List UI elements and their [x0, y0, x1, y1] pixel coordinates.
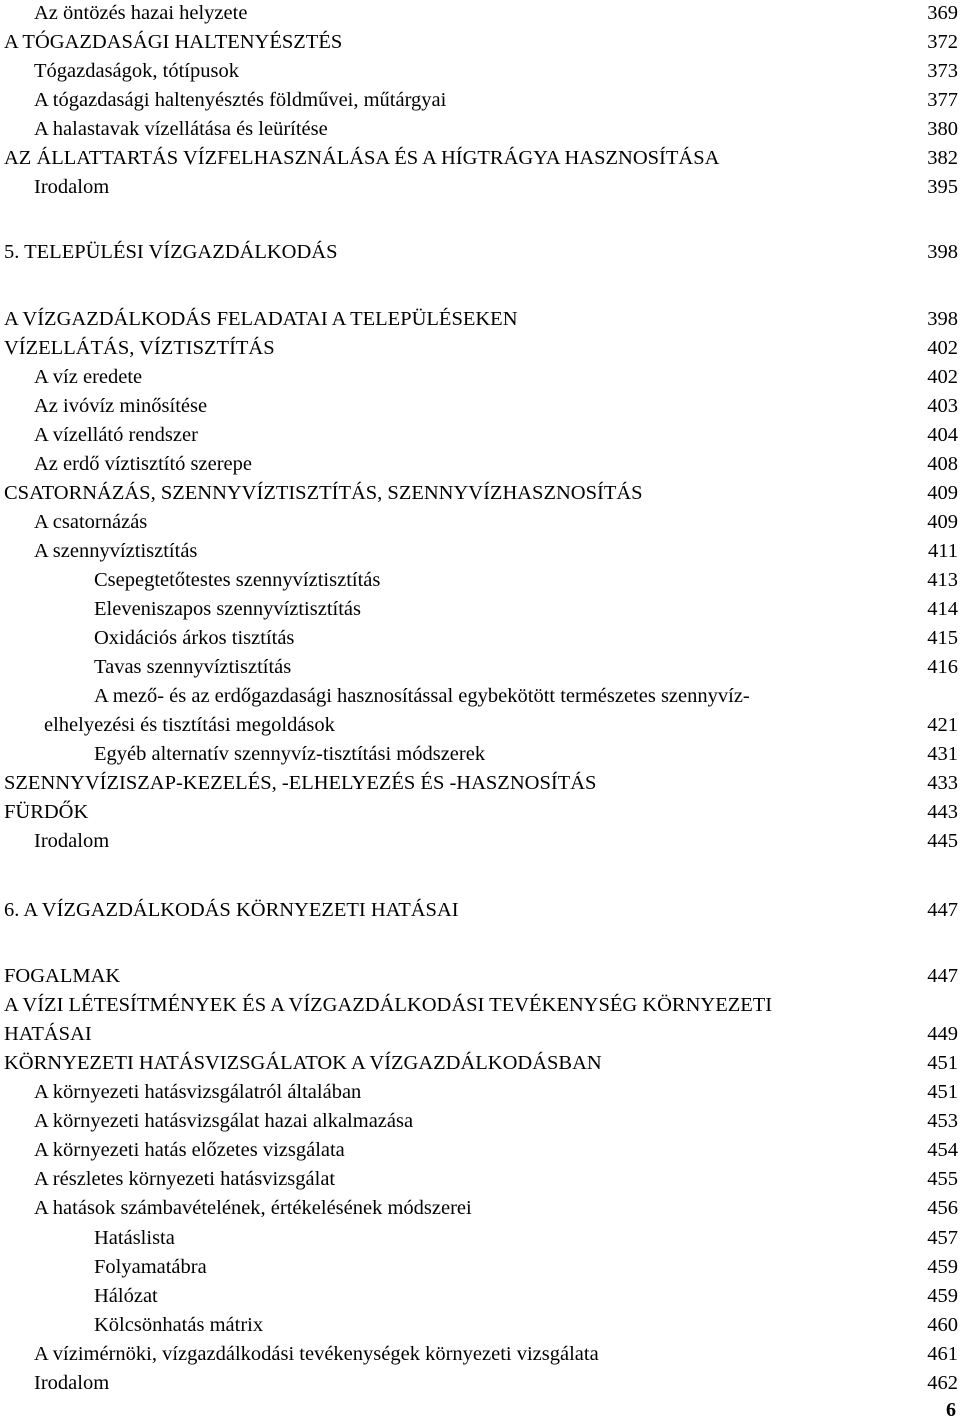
toc-entry-page: 457 — [927, 1227, 958, 1249]
toc-entry — [0, 0, 960, 29]
toc-entry-page: 453 — [927, 1110, 958, 1132]
toc-entry — [0, 596, 960, 625]
toc-entry-page: 369 — [927, 2, 958, 24]
toc-entry-page: 373 — [927, 60, 958, 82]
toc-entry-page: 451 — [927, 1052, 958, 1074]
toc-entry-title: Az erdő víztisztító szerepe — [34, 453, 253, 475]
toc-entry-page: 431 — [927, 743, 958, 765]
toc-entry — [0, 1312, 960, 1341]
toc-entry-page: 377 — [927, 89, 958, 111]
toc-entry-title: A környezeti hatásvizsgálatról általában — [34, 1081, 362, 1103]
toc-entry-title: A vízellátó rendszer — [34, 424, 198, 446]
toc-entry-page: 409 — [927, 511, 958, 533]
toc-entry-page: 445 — [927, 830, 958, 852]
toc-entry — [0, 770, 960, 799]
toc-entry-page: 395 — [927, 176, 958, 198]
toc-entry — [0, 335, 960, 364]
toc-entry-title: A tógazdasági haltenyésztés földművei, műtárgyai — [34, 89, 447, 111]
toc-entry — [0, 1166, 960, 1195]
toc-entry-page: 411 — [928, 540, 958, 562]
toc-entry — [0, 1079, 960, 1108]
toc-entry-title: Hatáslista — [94, 1227, 175, 1249]
toc-entry — [0, 1370, 960, 1399]
toc-entry-page: 382 — [927, 147, 958, 169]
toc-entry-title: Hálózat — [94, 1285, 158, 1307]
toc-entry-title: Eleveniszapos szennyvíztisztítás — [94, 598, 361, 620]
toc-entry-title: Csepegtetőtestes szennyvíztisztítás — [94, 569, 381, 591]
toc-entry-title: Egyéb alternatív szennyvíz-tisztítási módszerek — [94, 743, 486, 765]
toc-entry-title: FÜRDŐK — [4, 801, 89, 823]
toc-entry-page: 456 — [927, 1197, 958, 1219]
toc-entry — [0, 509, 960, 538]
toc-entry — [0, 306, 960, 335]
toc-entry — [0, 422, 960, 451]
toc-entry-page: 454 — [927, 1139, 958, 1161]
toc-entry-title: Irodalom — [34, 176, 110, 198]
toc-entry — [0, 1341, 960, 1370]
toc-entry — [0, 1108, 960, 1137]
chapter-heading — [0, 897, 960, 926]
toc-entry-title: Tavas szennyvíztisztítás — [94, 656, 292, 678]
toc-entry-page: 404 — [927, 424, 958, 446]
toc-entry — [0, 741, 960, 770]
toc-entry-page: 459 — [927, 1256, 958, 1278]
toc-entry-title: A szennyvíztisztítás — [34, 540, 198, 562]
toc-entry-page: 398 — [927, 308, 958, 330]
toc-entry-page: 462 — [927, 1372, 958, 1394]
toc-entry-page: 413 — [927, 569, 958, 591]
toc-entry-page: 402 — [927, 337, 958, 359]
toc-entry — [0, 29, 960, 58]
toc-entry-page: 402 — [927, 366, 958, 388]
toc-entry-page: 447 — [927, 899, 958, 921]
toc-entry-title: A hatások számbavételének, értékelésének módszerei — [34, 1197, 472, 1219]
toc-entry-page: 414 — [927, 598, 958, 620]
toc-entry-page: 455 — [927, 1168, 958, 1190]
toc-entry — [0, 451, 960, 480]
toc-entry-title: HATÁSAI — [4, 1023, 92, 1045]
toc-entry — [0, 480, 960, 509]
toc-entry-title: Tógazdaságok, tótípusok — [34, 60, 239, 82]
toc-entry-page: 449 — [927, 1023, 958, 1045]
toc-entry-title: KÖRNYEZETI HATÁSVIZSGÁLATOK A VÍZGAZDÁLKODÁSBAN — [4, 1052, 602, 1074]
toc-entry-page: 433 — [927, 772, 958, 794]
toc-entry — [0, 87, 960, 116]
toc-entry-title: A VÍZI LÉTESÍTMÉNYEK ÉS A VÍZGAZDÁLKODÁSI TEVÉKENYSÉG KÖRNYEZETI — [4, 994, 773, 1016]
toc-entry-title: A környezeti hatásvizsgálat hazai alkalmazása — [34, 1110, 414, 1132]
toc-entry-page: 461 — [927, 1343, 958, 1365]
toc-entry — [0, 116, 960, 145]
toc-entry-title: FOGALMAK — [4, 965, 121, 987]
toc-entry-title: A TÓGAZDASÁGI HALTENYÉSZTÉS — [4, 31, 343, 53]
toc-entry-title: Irodalom — [34, 1372, 110, 1394]
toc-entry — [0, 58, 960, 87]
toc-entry-page: 443 — [927, 801, 958, 823]
toc-entry-page: 403 — [927, 395, 958, 417]
toc-entry — [0, 1050, 960, 1079]
toc-entry-page: 421 — [927, 714, 958, 736]
toc-entry — [0, 963, 960, 992]
toc-entry — [0, 393, 960, 422]
toc-entry-title: CSATORNÁZÁS, SZENNYVÍZTISZTÍTÁS, SZENNYVÍZHASZNOSÍTÁS — [4, 482, 643, 504]
toc-entry-title: elhelyezési és tisztítási megoldások — [44, 714, 335, 736]
toc-entry-title: 5. TELEPÜLÉSI VÍZGAZDÁLKODÁS — [4, 241, 338, 263]
toc-entry-page: 409 — [927, 482, 958, 504]
toc-entry-title: A VÍZGAZDÁLKODÁS FELADATAI A TELEPÜLÉSEKEN — [4, 308, 518, 330]
toc-entry-page: 416 — [927, 656, 958, 678]
toc-entry — [0, 654, 960, 683]
toc-entry — [0, 364, 960, 393]
toc-entry-title: A halastavak vízellátása és leürítése — [34, 118, 328, 140]
toc-entry-page: 380 — [927, 118, 958, 140]
toc-entry — [0, 1225, 960, 1254]
toc-entry-title: A víz eredete — [34, 366, 143, 388]
toc-entry — [0, 538, 960, 567]
toc-entry-page: 398 — [927, 241, 958, 263]
toc-entry — [0, 992, 960, 1021]
toc-entry-title: Irodalom — [34, 830, 110, 852]
toc-entry — [0, 1254, 960, 1283]
toc-entry-title: AZ ÁLLATTARTÁS VÍZFELHASZNÁLÁSA ÉS A HÍGTRÁGYA HASZNOSÍTÁSA — [4, 147, 720, 169]
toc-entry-continuation — [0, 1021, 960, 1050]
toc-entry-page: 447 — [927, 965, 958, 987]
toc-entry-title: 6. A VÍZGAZDÁLKODÁS KÖRNYEZETI HATÁSAI — [4, 899, 459, 921]
toc-entry-title: A környezeti hatás előzetes vizsgálata — [34, 1139, 345, 1161]
toc-entry-title: Az ivóvíz minősítése — [34, 395, 208, 417]
toc-entry-title: Folyamatábra — [94, 1256, 207, 1278]
toc-entry-page: 408 — [927, 453, 958, 475]
toc-entry-page: 415 — [927, 627, 958, 649]
toc-entry-title: Az öntözés hazai helyzete — [34, 2, 248, 24]
toc-entry-title: A részletes környezeti hatásvizsgálat — [34, 1168, 336, 1190]
toc-entry — [0, 683, 960, 712]
toc-entry-title: SZENNYVÍZISZAP-KEZELÉS, -ELHELYEZÉS ÉS -HASZNOSÍTÁS — [4, 772, 597, 794]
toc-entry — [0, 625, 960, 654]
toc-entry — [0, 1283, 960, 1312]
toc-entry — [0, 1195, 960, 1224]
toc-entry-title: A mező- és az erdőgazdasági hasznosítással egybekötött természetes szennyvíz- — [94, 685, 750, 707]
toc-entry — [0, 145, 960, 174]
toc-entry — [0, 799, 960, 828]
toc-entry-title: Kölcsönhatás mátrix — [94, 1314, 264, 1336]
toc-entry — [0, 567, 960, 596]
toc-entry-page: 459 — [927, 1285, 958, 1307]
toc-entry-page: 460 — [927, 1314, 958, 1336]
chapter-heading — [0, 239, 960, 268]
toc-entry-page: 372 — [927, 31, 958, 53]
toc-entry-page: 451 — [927, 1081, 958, 1103]
page-number: 6 — [946, 1399, 956, 1421]
toc-entry-continuation — [0, 712, 960, 741]
toc-entry-title: VÍZELLÁTÁS, VÍZTISZTÍTÁS — [4, 337, 275, 359]
toc-entry-title: A vízimérnöki, vízgazdálkodási tevékenységek környezeti vizsgálata — [34, 1343, 599, 1365]
toc-entry-title: A csatornázás — [34, 511, 148, 533]
toc-entry — [0, 174, 960, 203]
toc-entry-title: Oxidációs árkos tisztítás — [94, 627, 295, 649]
toc-entry — [0, 828, 960, 857]
toc-entry — [0, 1137, 960, 1166]
